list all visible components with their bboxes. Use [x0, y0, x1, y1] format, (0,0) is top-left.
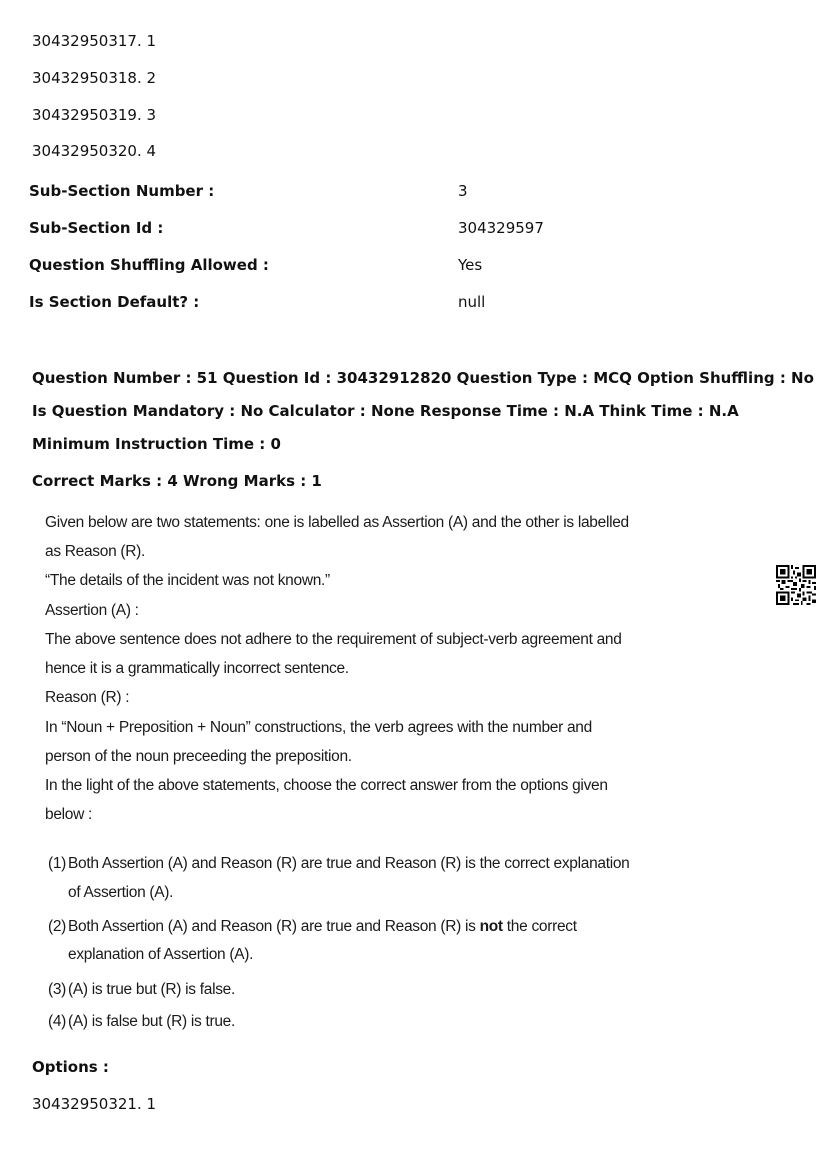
choice-number: (2) — [48, 918, 67, 935]
option-id-line: 30432950318. 2 — [32, 69, 157, 87]
question-meta-line2: Is Question Mandatory : No Calculator : None Response Time : N.A Think Time : N.A — [32, 402, 739, 420]
section-default-label: Is Section Default? : — [29, 293, 200, 311]
option-id-line: 30432950321. 1 — [32, 1095, 157, 1113]
choice-text: (A) is true but (R) is false. — [68, 981, 236, 998]
question-meta-line3: Minimum Instruction Time : 0 — [32, 435, 281, 453]
choice-text-emphasis: not — [479, 918, 503, 935]
question-text-line: “The details of the incident was not known.” — [45, 572, 330, 589]
question-text-line: Assertion (A) : — [45, 602, 139, 619]
option-id-line: 30432950317. 1 — [32, 32, 157, 50]
question-text-line: below : — [45, 806, 93, 823]
subsection-id-label: Sub-Section Id : — [29, 219, 164, 237]
question-marks: Correct Marks : 4 Wrong Marks : 1 — [32, 472, 322, 490]
choice-text: explanation of Assertion (A). — [68, 946, 254, 963]
question-text-line: person of the noun preceeding the preposition. — [45, 748, 352, 765]
question-shuffling-value: Yes — [458, 256, 483, 274]
choice-text — [68, 918, 577, 936]
choice-text-post: the correct — [502, 918, 577, 935]
options-label: Options : — [32, 1058, 109, 1076]
choice-number: (3) — [48, 981, 67, 998]
subsection-id-value: 304329597 — [458, 219, 544, 237]
qr-code-icon — [776, 565, 816, 605]
question-text-line: Reason (R) : — [45, 689, 130, 706]
subsection-number-label: Sub-Section Number : — [29, 182, 215, 200]
choice-text: (A) is false but (R) is true. — [68, 1013, 236, 1030]
option-id-line: 30432950319. 3 — [32, 106, 157, 124]
choice-text-pre: Both Assertion (A) and Reason (R) are true and Reason (R) is — [68, 918, 480, 935]
question-meta-line1: Question Number : 51 Question Id : 30432912820 Question Type : MCQ Option Shuffling : No — [32, 369, 814, 387]
section-default-value: null — [458, 293, 486, 311]
choice-number: (4) — [48, 1013, 67, 1030]
question-text-line: The above sentence does not adhere to the requirement of subject-verb agreement and — [45, 631, 622, 648]
question-shuffling-label: Question Shuffling Allowed : — [29, 256, 269, 274]
question-text-line: In the light of the above statements, choose the correct answer from the options given — [45, 777, 608, 794]
question-text-line: hence it is a grammatically incorrect sentence. — [45, 660, 349, 677]
choice-text: Both Assertion (A) and Reason (R) are true and Reason (R) is the correct explanation — [68, 855, 630, 872]
option-id-line: 30432950320. 4 — [32, 142, 157, 160]
choice-text: of Assertion (A). — [68, 884, 174, 901]
choice-number: (1) — [48, 855, 67, 872]
question-text-line: In “Noun + Preposition + Noun” constructions, the verb agrees with the number and — [45, 719, 592, 736]
question-text-line: as Reason (R). — [45, 543, 146, 560]
subsection-number-value: 3 — [458, 182, 468, 200]
question-text-line: Given below are two statements: one is labelled as Assertion (A) and the other is labelled — [45, 514, 629, 531]
